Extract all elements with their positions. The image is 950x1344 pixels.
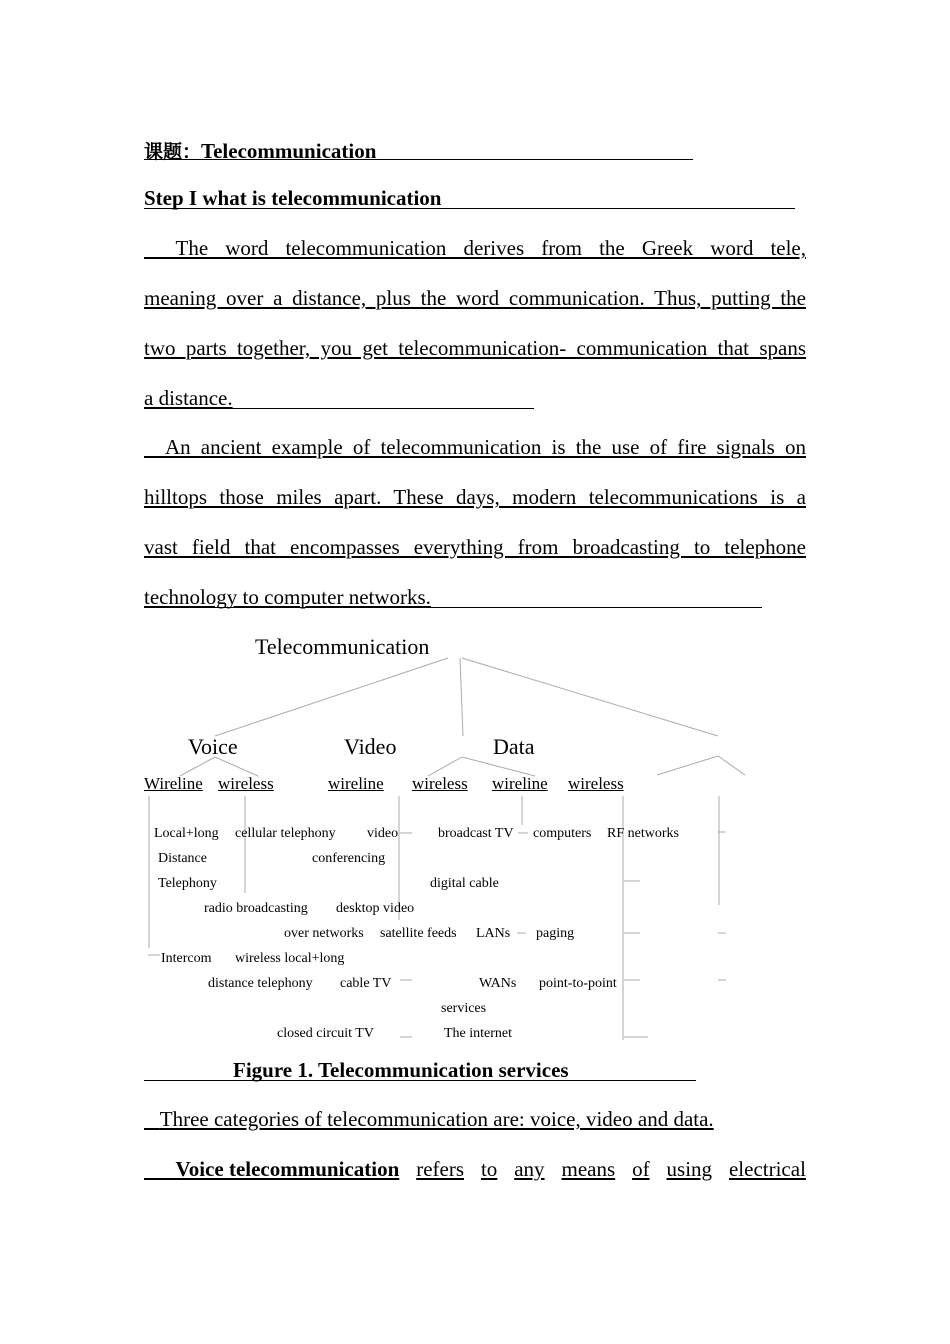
para4-word-4: means [561, 1157, 616, 1181]
item-satellite-feeds: satellite feeds [380, 926, 457, 941]
sub-voice-wireline: Wireline [144, 774, 203, 793]
para2-text-2: hilltops those miles apart. These days, modern telecommunications is a [144, 485, 806, 509]
connector-root-video [460, 658, 463, 736]
para1-text-2: meaning over a distance, plus the word communication. Thus, putting the [144, 286, 806, 310]
item-rf-networks: RF networks [607, 826, 679, 841]
header-title: Telecommunication [201, 139, 377, 163]
item-wans: WANs [479, 976, 517, 991]
item-lans: LANs [476, 926, 511, 941]
connector-extra-left [657, 756, 718, 775]
para4-word-1: refers [416, 1157, 464, 1181]
header-label: 课题： [144, 141, 202, 163]
item-point-to-point: point-to-point [539, 976, 617, 991]
item-cable-tv: cable TV [340, 976, 392, 991]
item-radio-broadcasting: radio broadcasting [204, 901, 308, 916]
sub-voice-wireless: wireless [218, 774, 274, 793]
para2-text-3: vast field that encompasses everything from broadcasting to telephone [144, 535, 806, 559]
para4-word-6: using [666, 1157, 713, 1181]
item-paging: paging [536, 926, 575, 941]
step-title: Step I what is telecommunication [144, 186, 442, 210]
para2-line-4: technology to computer networks. [144, 585, 431, 609]
item-telephony: Telephony [158, 876, 217, 891]
para4-word-7: electrical [728, 1157, 806, 1181]
item-distance-telephony: distance telephony [208, 976, 313, 991]
category-video: Video [344, 734, 397, 759]
figure-caption: Figure 1. Telecommunication services [233, 1058, 569, 1082]
para4-word-2: to [480, 1157, 498, 1181]
item-computers: computers [533, 826, 592, 841]
para3-text [144, 1107, 714, 1132]
para1-text-1: The word telecommunication derives from the Greek word tele, [175, 236, 806, 260]
connector-extra-right [718, 756, 745, 775]
item-video: video [367, 826, 399, 841]
sub-data-wireless: wireless [568, 774, 624, 793]
diagram-root: Telecommunication [255, 634, 430, 659]
item-over-networks: over networks [284, 926, 364, 941]
item-wireless-local-long: wireless local+long [235, 951, 345, 966]
item-services: services [441, 1001, 487, 1016]
item-desktop-video: desktop video [336, 901, 415, 916]
category-voice: Voice [188, 734, 238, 759]
sub-video-wireline: wireline [328, 774, 384, 793]
para4-bold: Voice telecommunication [175, 1157, 400, 1181]
para4-line-1 [144, 1157, 806, 1182]
item-the-internet: The internet [444, 1026, 513, 1041]
connector-root-data [462, 658, 718, 736]
para4-indent [144, 1157, 399, 1182]
sub-video-wireless: wireless [412, 774, 468, 793]
connector-root-voice [215, 658, 448, 736]
item-broadcast-tv: broadcast TV [438, 826, 514, 841]
para4-word-3: any [514, 1157, 545, 1181]
item-cellular-telephony: cellular telephony [235, 826, 336, 841]
para1-text-3: two parts together, you get telecommunication- communication that spans [144, 336, 806, 360]
para1-line-4: a distance. [144, 386, 233, 410]
item-digital-cable: digital cable [430, 876, 499, 891]
item-conferencing: conferencing [312, 851, 386, 866]
para2-text-1: An ancient example of telecommunication is the use of fire signals on [165, 435, 806, 459]
item-local-long: Local+long [154, 826, 219, 841]
para3-content: Three categories of telecommunication are: voice, video and data. [159, 1107, 714, 1131]
sub-data-wireline: wireline [492, 774, 548, 793]
item-closed-circuit-tv: closed circuit TV [277, 1026, 374, 1041]
item-intercom: Intercom [161, 951, 212, 966]
para4-word-5: of [632, 1157, 650, 1181]
category-data: Data [493, 734, 535, 759]
item-distance: Distance [158, 851, 207, 866]
